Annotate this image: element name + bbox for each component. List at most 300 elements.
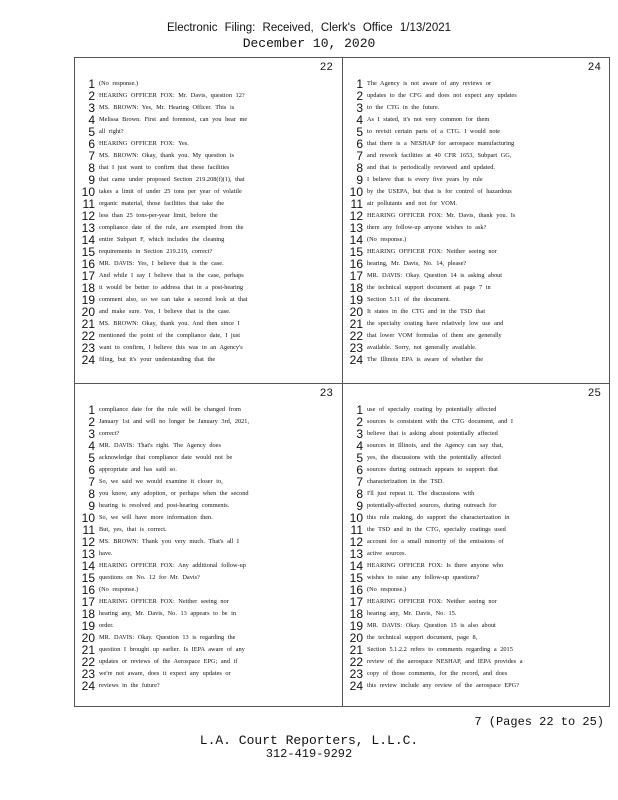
transcript-line — [79, 548, 337, 560]
line-text: But, yes, that is correct. — [99, 526, 167, 533]
transcript-line — [79, 608, 337, 620]
transcript-lines — [79, 78, 337, 366]
line-text: all right? — [99, 128, 124, 135]
transcript-line — [79, 90, 337, 102]
line-number: 3 — [356, 102, 363, 114]
line-number: 12 — [81, 210, 95, 222]
transcript-line — [347, 584, 605, 596]
transcript-line — [79, 656, 337, 668]
transcript-line — [79, 114, 337, 126]
line-text: use of specialty coating by potentially affected — [367, 406, 497, 413]
transcript-line — [79, 620, 337, 632]
transcript-line — [347, 500, 605, 512]
transcript-page-24 — [343, 58, 609, 382]
line-number: 22 — [81, 330, 95, 342]
line-number: 21 — [349, 318, 363, 330]
line-number: 23 — [349, 342, 363, 354]
line-text: and that is periodically reviewed and updated. — [367, 164, 495, 171]
line-text: HEARING OFFICER FOX: Mr. Davis, thank you. Is — [367, 212, 516, 219]
line-text: have. — [99, 550, 113, 557]
transcript-line — [347, 306, 605, 318]
line-text: Melissa Brown. First and foremost, can you hear me — [99, 116, 248, 123]
transcript-line — [347, 560, 605, 572]
line-number: 1 — [88, 404, 95, 416]
line-text: Section 5.1.2.2 refers to comments regarding a 2015 — [367, 646, 513, 653]
line-number: 3 — [88, 102, 95, 114]
transcript-line — [347, 330, 605, 342]
transcript-line — [79, 126, 337, 138]
transcript-line — [347, 150, 605, 162]
line-number: 14 — [349, 234, 363, 246]
line-text: MR. DAVIS: Yes, I believe that is the case. — [99, 260, 224, 267]
line-number: 11 — [82, 524, 95, 536]
transcript-line — [79, 680, 337, 692]
transcript-line — [79, 138, 337, 150]
line-text: potentially-affected sources, during outreach for — [367, 502, 497, 509]
transcript-line — [79, 102, 337, 114]
transcript-line — [347, 354, 605, 366]
line-text: reviews in the future? — [99, 682, 160, 689]
line-number: 15 — [349, 572, 363, 584]
transcript-line — [347, 174, 605, 186]
company-phone: 312-419-9292 — [265, 747, 353, 761]
line-number: 4 — [88, 440, 95, 452]
transcript-line — [79, 512, 337, 524]
line-text: this review include any review of the aerospace EPG? — [367, 682, 520, 689]
line-text: to the CTG in the future. — [367, 104, 440, 111]
line-number: 3 — [88, 428, 95, 440]
transcript-line — [347, 294, 605, 306]
transcript-line — [347, 246, 605, 258]
line-text: that lower VOM formulas of them are generally — [367, 332, 502, 339]
transcript-lines — [347, 404, 605, 692]
line-text: review of the aerospace NESHAP, and IEPA provides a — [367, 658, 523, 665]
transcript-line — [347, 464, 605, 476]
transcript-line — [347, 404, 605, 416]
line-number: 20 — [81, 632, 95, 644]
transcript-line — [347, 342, 605, 354]
transcript-lines — [79, 404, 337, 692]
transcript-line — [347, 186, 605, 198]
line-text: It states in the CTG and in the TSD that — [367, 308, 486, 315]
line-number: 1 — [88, 78, 95, 90]
line-number: 1 — [356, 78, 363, 90]
line-text: hearing is resolved and post-hearing comments. — [99, 502, 230, 509]
line-number: 8 — [356, 488, 363, 500]
line-number: 4 — [356, 440, 363, 452]
transcript-line — [79, 524, 337, 536]
page-number: 25 — [587, 388, 601, 400]
transcript-line — [79, 596, 337, 608]
line-number: 11 — [350, 198, 363, 210]
line-text: characterization in the TSD. — [367, 478, 444, 485]
transcript-line — [79, 318, 337, 330]
line-text: Section 5.11 of the document. — [367, 296, 451, 303]
line-text: (No response.) — [367, 236, 407, 243]
transcript-line — [347, 102, 605, 114]
transcript-line — [347, 90, 605, 102]
line-number: 18 — [81, 282, 95, 294]
line-text: MR. DAVIS: That's right. The Agency does — [99, 442, 221, 449]
line-number: 6 — [88, 464, 95, 476]
transcript-line — [79, 632, 337, 644]
line-text: hearing, Mr. Davis, No. 14, please? — [367, 260, 467, 267]
line-number: 7 — [88, 150, 95, 162]
line-number: 22 — [349, 656, 363, 668]
line-text: HEARING OFFICER FOX: Neither seeing nor — [367, 598, 497, 605]
line-text: hearing any, Mr. Davis, No. 13 appears to be in — [99, 610, 237, 617]
line-number: 24 — [81, 354, 95, 366]
line-number: 5 — [88, 452, 95, 464]
line-text: The Agency is not aware of any reviews or — [367, 80, 492, 87]
transcript-line — [79, 78, 337, 90]
transcript-line — [347, 138, 605, 150]
line-text: that came under proposed Section 219.208(f)(1), that — [99, 176, 245, 183]
line-number: 4 — [88, 114, 95, 126]
line-text: January 1st and will no longer be January 3rd, 2021, — [99, 418, 250, 425]
line-number: 23 — [349, 668, 363, 680]
transcript-line — [347, 234, 605, 246]
transcript-line — [79, 354, 337, 366]
line-text: takes a limit of under 25 tons per year of volatile — [99, 188, 242, 195]
transcript-line — [347, 270, 605, 282]
line-text: question I brought up earlier. Is IEPA aware of any — [99, 646, 245, 653]
line-number: 23 — [81, 342, 95, 354]
line-number: 6 — [356, 138, 363, 150]
line-text: hearing any, Mr. Davis, No. 15. — [367, 610, 457, 617]
line-text: As I stated, it's not very common for them — [367, 116, 490, 123]
hearing-date: December 10, 2020 — [242, 36, 376, 51]
line-number: 5 — [356, 126, 363, 138]
transcript-line — [347, 416, 605, 428]
transcript-line — [347, 656, 605, 668]
line-number: 24 — [349, 354, 363, 366]
line-text: you know, any adoption, or perhaps when the second — [99, 490, 249, 497]
filing-stamp: Electronic Filing: Received, Clerk's Office 1/13/2021 — [166, 22, 452, 34]
line-text: (No response.) — [99, 586, 139, 593]
transcript-line — [79, 536, 337, 548]
line-text: available. Sorry, not generally available. — [367, 344, 477, 351]
transcript-lines — [347, 78, 605, 366]
transcript-line — [347, 668, 605, 680]
line-text: HEARING OFFICER FOX: Any additional follow-up — [99, 562, 246, 569]
line-number: 2 — [356, 416, 363, 428]
line-number: 14 — [349, 560, 363, 572]
line-number: 7 — [88, 476, 95, 488]
line-number: 10 — [81, 512, 95, 524]
line-text: MS. BROWN: Okay, thank you. My question is — [99, 152, 234, 159]
line-number: 20 — [81, 306, 95, 318]
transcript-line — [79, 584, 337, 596]
line-number: 15 — [81, 572, 95, 584]
transcript-line — [79, 186, 337, 198]
line-number: 13 — [81, 548, 95, 560]
line-number: 9 — [356, 174, 363, 186]
line-number: 14 — [81, 234, 95, 246]
line-number: 12 — [81, 536, 95, 548]
line-text: appropriate and has said so. — [99, 466, 177, 473]
line-number: 7 — [356, 476, 363, 488]
line-text: MS. BROWN: Thank you very much. That's all I — [99, 538, 240, 545]
transcript-line — [347, 608, 605, 620]
line-number: 21 — [81, 318, 95, 330]
transcript-line — [79, 488, 337, 500]
line-number: 17 — [349, 270, 363, 282]
transcript-line — [347, 440, 605, 452]
transcript-line — [79, 282, 337, 294]
line-number: 20 — [349, 632, 363, 644]
line-number: 22 — [349, 330, 363, 342]
line-text: account for a small minority of the emissions of — [367, 538, 504, 545]
line-number: 2 — [88, 416, 95, 428]
transcript-line — [347, 524, 605, 536]
transcript-line — [79, 464, 337, 476]
line-text: questions on No. 12 for Mr. Davis? — [99, 574, 200, 581]
transcript-line — [347, 162, 605, 174]
transcript-line — [79, 342, 337, 354]
line-text: entire Subpart F, which includes the cleaning — [99, 236, 225, 243]
line-text: requirements in Section 219.219, correct? — [99, 248, 213, 255]
transcript-line — [79, 404, 337, 416]
line-text: HEARING OFFICER FOX: Neither seeing nor — [367, 248, 497, 255]
line-text: order. — [99, 622, 114, 629]
line-number: 20 — [349, 306, 363, 318]
transcript-line — [347, 644, 605, 656]
line-number: 7 — [356, 150, 363, 162]
line-text: there any follow-up anyone wishes to ask? — [367, 224, 487, 231]
line-number: 19 — [81, 294, 95, 306]
line-text: the specialty coating have relatively low use and — [367, 320, 504, 327]
line-number: 13 — [349, 222, 363, 234]
line-number: 5 — [88, 126, 95, 138]
line-text: and make sure. Yes, I believe that is the case. — [99, 308, 231, 315]
line-text: HEARING OFFICER FOX: Yes. — [99, 140, 189, 147]
line-text: HEARING OFFICER FOX: Is there anyone who — [367, 562, 504, 569]
transcript-line — [347, 222, 605, 234]
line-text: (No response.) — [367, 586, 407, 593]
transcript-page-22 — [75, 58, 341, 382]
transcript-line — [347, 428, 605, 440]
line-text: updates to the CFG and does not expect any updates — [367, 92, 517, 99]
transcript-line — [79, 294, 337, 306]
line-text: believe that is asking about potentially affected — [367, 430, 498, 437]
transcript-line — [347, 632, 605, 644]
transcript-line — [79, 668, 337, 680]
line-number: 21 — [349, 644, 363, 656]
page-number: 24 — [587, 62, 601, 74]
line-text: that there is a NESHAP for aerospace manufacturing — [367, 140, 515, 147]
transcript-line — [347, 452, 605, 464]
line-text: compliance date of the rule, are exempted from the — [99, 224, 244, 231]
line-number: 1 — [356, 404, 363, 416]
line-number: 10 — [81, 186, 95, 198]
line-text: wishes to raise any follow-up questions? — [367, 574, 480, 581]
transcript-line — [79, 270, 337, 282]
transcript-line — [347, 114, 605, 126]
line-text: sources during outreach appears to support that — [367, 466, 498, 473]
line-number: 16 — [349, 584, 363, 596]
line-number: 3 — [356, 428, 363, 440]
transcript-line — [347, 258, 605, 270]
line-text: this rule making, do support the characterization in — [367, 514, 510, 521]
page-number: 23 — [319, 388, 333, 400]
transcript-line — [79, 560, 337, 572]
line-number: 9 — [88, 500, 95, 512]
line-text: And while I say I believe that is the case, perhaps — [99, 272, 244, 279]
transcript-line — [347, 476, 605, 488]
line-number: 15 — [349, 246, 363, 258]
line-text: sources in Illinois, and the Agency can say that, — [367, 442, 503, 449]
transcript-line — [347, 282, 605, 294]
transcript-line — [347, 198, 605, 210]
line-text: acknowledge that compliance date would not be — [99, 454, 233, 461]
line-number: 17 — [81, 270, 95, 282]
line-number: 12 — [349, 210, 363, 222]
line-number: 8 — [88, 162, 95, 174]
transcript-line — [79, 234, 337, 246]
transcript-line — [79, 150, 337, 162]
line-number: 17 — [81, 596, 95, 608]
line-number: 19 — [81, 620, 95, 632]
line-number: 19 — [349, 294, 363, 306]
line-text: MR. DAVIS: Okay. Question 13 is regarding the — [99, 634, 236, 641]
transcript-page-23 — [75, 384, 341, 708]
line-text: So, we said we would examine it closer to, — [99, 478, 223, 485]
line-text: compliance date for the rule will be changed from — [99, 406, 241, 413]
line-text: updates or reviews of the Aerospace EPG; and if — [99, 658, 238, 665]
line-number: 21 — [81, 644, 95, 656]
line-text: I believe that is every five years by rule — [367, 176, 483, 183]
line-text: the technical support document at page 7 in — [367, 284, 491, 291]
line-number: 24 — [81, 680, 95, 692]
line-number: 9 — [356, 500, 363, 512]
line-number: 4 — [356, 114, 363, 126]
transcript-line — [79, 222, 337, 234]
transcript-line — [347, 318, 605, 330]
line-text: organic material, those facilities that take the — [99, 200, 225, 207]
line-number: 18 — [81, 608, 95, 620]
line-number: 8 — [88, 488, 95, 500]
line-text: we're not aware, does it expect any updates or — [99, 670, 231, 677]
transcript-page-25 — [343, 384, 609, 708]
line-text: filing, but it's your understanding that the — [99, 356, 216, 363]
transcript-line — [79, 428, 337, 440]
line-text: want to confirm, I believe this was in an Agency's — [99, 344, 243, 351]
line-number: 5 — [356, 452, 363, 464]
line-number: 2 — [88, 90, 95, 102]
transcript-line — [79, 210, 337, 222]
transcript-line — [79, 440, 337, 452]
transcript-line — [79, 452, 337, 464]
line-text: copy of those comments, for the record, and does — [367, 670, 508, 677]
transcript-frame — [74, 57, 610, 707]
line-text: sources is consistent with the CTG document, and I — [367, 418, 513, 425]
line-text: MR. DAVIS: Okay. Question 14 is asking about — [367, 272, 503, 279]
line-text: by the USEPA, but that is for control of hazardous — [367, 188, 512, 195]
transcript-line — [79, 246, 337, 258]
transcript-line — [347, 620, 605, 632]
line-number: 10 — [349, 186, 363, 198]
line-number: 10 — [349, 512, 363, 524]
line-text: The Illinois EPA is aware of whether the — [367, 356, 484, 363]
line-number: 6 — [356, 464, 363, 476]
transcript-line — [79, 416, 337, 428]
line-number: 9 — [88, 174, 95, 186]
company-name: L.A. Court Reporters, L.L.C. — [199, 733, 419, 748]
transcript-line — [79, 476, 337, 488]
transcript-line — [79, 174, 337, 186]
line-text: I'll just repeat it. The discussions with — [367, 490, 475, 497]
transcript-line — [79, 162, 337, 174]
line-text: active sources. — [367, 550, 407, 557]
line-text: MS. BROWN: Okay, thank you. And then since I — [99, 320, 240, 327]
transcript-line — [347, 210, 605, 222]
line-text: HEARING OFFICER FOX: Neither seeing nor — [99, 598, 229, 605]
line-text: So, we will have more information then. — [99, 514, 213, 521]
line-text: the TSD and in the CTG, specialty coatings used — [367, 526, 506, 533]
line-number: 6 — [88, 138, 95, 150]
line-number: 16 — [81, 584, 95, 596]
line-text: (No response.) — [99, 80, 139, 87]
line-number: 2 — [356, 90, 363, 102]
line-number: 8 — [356, 162, 363, 174]
line-text: MR. DAVIS: Okay. Question 15 is also about — [367, 622, 496, 629]
line-number: 13 — [349, 548, 363, 560]
line-number: 14 — [81, 560, 95, 572]
line-text: correct? — [99, 430, 120, 437]
line-text: HEARING OFFICER FOX: Mr. Davis, question 12? — [99, 92, 245, 99]
line-number: 19 — [349, 620, 363, 632]
page-range-label: 7 (Pages 22 to 25) — [474, 715, 604, 729]
line-number: 13 — [81, 222, 95, 234]
transcript-line — [347, 548, 605, 560]
transcript-line — [347, 78, 605, 90]
line-number: 11 — [82, 198, 95, 210]
line-number: 16 — [349, 258, 363, 270]
transcript-line — [79, 330, 337, 342]
line-number: 18 — [349, 608, 363, 620]
transcript-line — [347, 512, 605, 524]
transcript-line — [347, 536, 605, 548]
line-text: MS. BROWN: Yes, Mr. Hearing Officer. This is — [99, 104, 235, 111]
page-number: 22 — [319, 62, 333, 74]
transcript-line — [79, 306, 337, 318]
line-number: 15 — [81, 246, 95, 258]
transcript-line — [347, 596, 605, 608]
line-text: less than 25 tons-per-year limit, before the — [99, 212, 218, 219]
line-text: it would be better to address that in a post-hearing — [99, 284, 244, 291]
transcript-line — [79, 198, 337, 210]
transcript-line — [347, 680, 605, 692]
line-number: 18 — [349, 282, 363, 294]
line-text: to revisit certain parts of a CTG. I would note — [367, 128, 501, 135]
line-number: 16 — [81, 258, 95, 270]
line-text: the technical support document, page 8, — [367, 634, 478, 641]
transcript-line — [347, 126, 605, 138]
line-text: air pollutants and not for VOM. — [367, 200, 457, 207]
transcript-line — [347, 572, 605, 584]
line-text: that I just want to confirm that these facilities — [99, 164, 230, 171]
transcript-line — [79, 644, 337, 656]
line-number: 22 — [81, 656, 95, 668]
line-number: 17 — [349, 596, 363, 608]
transcript-line — [79, 500, 337, 512]
transcript-line — [79, 572, 337, 584]
line-number: 12 — [349, 536, 363, 548]
transcript-line — [79, 258, 337, 270]
line-number: 11 — [350, 524, 363, 536]
line-text: comment also, so we can take a second look at that — [99, 296, 248, 303]
